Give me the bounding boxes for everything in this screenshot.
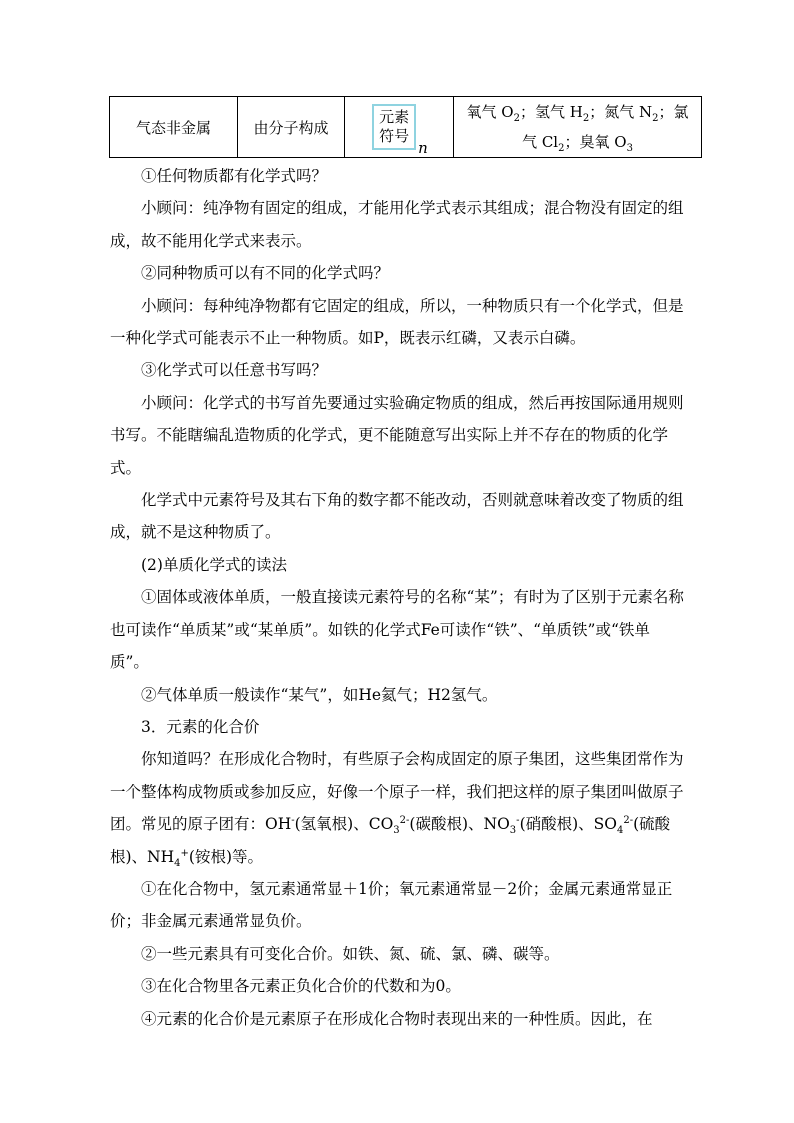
question-1: ①任何物质都有化学式吗？ xyxy=(141,167,328,185)
answer-2: 小顾问：每种纯净物都有它固定的组成，所以，一种物质只有一个化学式，但是一种化学式可能表示不止一种物质。如P，既表示红磷，又表示白磷。 xyxy=(110,296,684,348)
table-row xyxy=(110,97,702,158)
subscript-n: n xyxy=(418,139,428,157)
atomic-group-paragraph: 你知道吗？在形成化合物时，有些原子会构成固定的原子集团，这些集团常作为一个整体构成物质或参加反应，好像一个原子一样，我们把这样的原子集团叫做原子团。常见的原子团有：OH-(氢氧根)、$CO_3^{2-}$(碳酸根)、$NO_3^-$(硝酸根)、$SO_4^{2-}$(硫酸根)、$NH_4^+$(铵根)等。 xyxy=(110,750,684,869)
valence-rule-3: ③在化合物里各元素正负化合价的代数和为0。 xyxy=(141,977,461,996)
symbol-line-2: 符号 xyxy=(379,127,410,145)
reading-rule-2: ②气体单质一般读作“某气”，如He氦气；H2氢气。 xyxy=(141,685,498,704)
formula-note: 化学式中元素符号及其右下角的数字都不能改动，否则就意味着改变了物质的组成，就不是这种物质了。 xyxy=(110,491,684,542)
answer-3: 小顾问：化学式的书写首先要通过实验确定物质的组成，然后再按国际通用规则书写。不能瞎编乱造物质的化学式，更不能随意写出实际上并不存在的物质的化学式。 xyxy=(110,393,684,477)
valence-rule-1: ①在化合物中，氢元素通常显＋1价；氧元素通常显－2价；金属元素通常显正价；非金属元素通常显负价。 xyxy=(110,879,673,931)
reading-rule-1: ①固体或液体单质，一般直接读元素符号的名称“某”；有时为了区别于元素名称也可读作“单质某”或“某单质”。如铁的化学式Fe可读作“铁”、“单质铁”或“铁单质”。 xyxy=(110,588,684,672)
composition-cell: 由分子构成 xyxy=(238,97,345,158)
examples-cell: 氧气 $O_2$；氢气 $H_2$；氮气 $N_2$；氯 气 $Cl_2$；臭氧 $O_3$ xyxy=(454,97,702,158)
question-2: ②同种物质可以有不同的化学式吗？ xyxy=(141,264,390,283)
classification-table xyxy=(109,96,702,158)
element-symbol-box xyxy=(372,104,416,150)
symbol-line-1: 元素 xyxy=(379,108,410,126)
section-heading-3: 3．元素的化合价 xyxy=(141,717,260,736)
category-cell: 气态非金属 xyxy=(110,97,238,158)
formula-cell xyxy=(345,97,454,158)
valence-rule-2: ②一些元素具有可变化合价。如铁、氮、硫、氯、磷、碳等。 xyxy=(141,944,560,963)
document-body xyxy=(110,160,686,1035)
section-heading-2: (2)单质化学式的读法 xyxy=(141,555,287,574)
formula-notation xyxy=(372,104,428,157)
valence-rule-4: ④元素的化合价是元素原子在形成化合物时表现出来的一种性质。因此，在 xyxy=(141,1009,653,1028)
question-3: ③化学式可以任意书写吗？ xyxy=(141,361,328,380)
answer-1: 小顾问：纯净物有固定的组成，才能用化学式表示其组成；混合物没有固定的组成，故不能用化学式来表示。 xyxy=(110,199,684,250)
